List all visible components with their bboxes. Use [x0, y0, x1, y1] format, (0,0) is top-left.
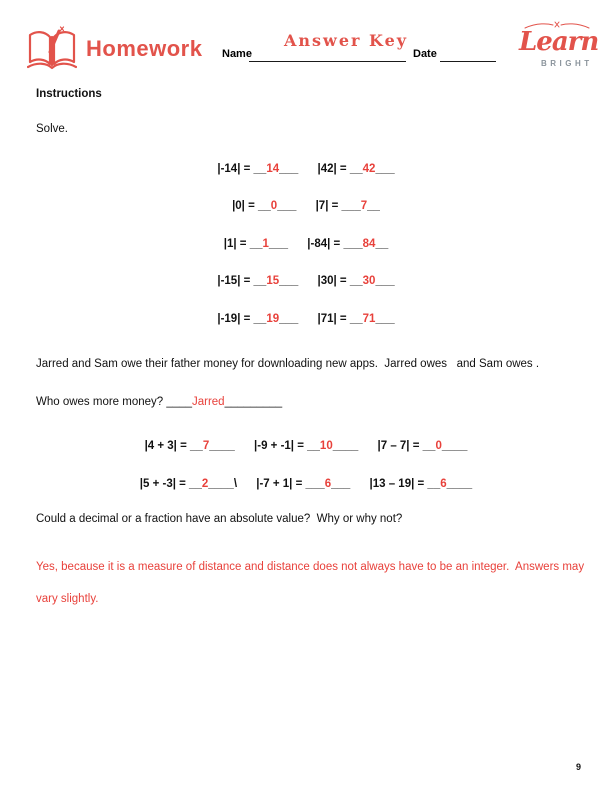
problem-row [0, 476, 612, 492]
expression-text: |-84| = [307, 237, 344, 250]
abs-value-problem [307, 238, 388, 250]
blank-pre: ___ [305, 478, 325, 490]
blank-pre: __ [253, 275, 267, 288]
answer-text: 19 [266, 312, 280, 325]
blank-post: ___ [277, 200, 297, 213]
blank-post: ___ [279, 163, 299, 175]
blank-post: ___ [331, 478, 351, 490]
abs-value-problem [224, 238, 288, 250]
blank-post: ___ [279, 275, 299, 288]
answer-text: 14 [266, 163, 280, 175]
expression-text: |13 – 19| = [369, 478, 428, 490]
page-number: 9 [575, 762, 581, 772]
word-problem-text: Jarred and Sam owe their father money for downloading new apps. Jarred owes and Sam owes . [36, 358, 540, 370]
blank-pre: ____ [166, 396, 192, 408]
reflection-question: Could a decimal or a fraction have an absolute value? Why or why not? [36, 513, 403, 525]
blank-post: ___ [375, 312, 395, 325]
abs-value-problem [217, 313, 298, 325]
abs-value-problem [140, 478, 237, 490]
abs-value-problem [378, 440, 468, 452]
reflection-answer-line: vary slightly. [36, 592, 99, 605]
expression-text: |-14| = [217, 163, 254, 175]
date-label: Date [413, 48, 437, 60]
abs-value-problem [217, 163, 298, 175]
abs-value-problem [256, 478, 350, 490]
answer-text: 2 [201, 478, 209, 490]
problem-row [0, 438, 612, 454]
expression-text: |-15| = [217, 275, 254, 288]
abs-value-problem [217, 275, 298, 287]
expression-text: |-9 + -1| = [254, 440, 308, 452]
blank-post: ____ [209, 440, 235, 452]
answer-text: 6 [440, 478, 447, 490]
expression-text: |71| = [317, 312, 350, 325]
reflection-answer-line: Yes, because it is a measure of distance and distance does not always have to be an integer. Answers may [36, 561, 585, 573]
learn-logo-text: Learn [519, 27, 599, 57]
blank-pre: __ [253, 163, 267, 175]
blank-post: __ [367, 200, 380, 213]
blank-post: ____ [446, 478, 473, 490]
expression-problem-set [0, 438, 612, 514]
blank-post: __ [375, 237, 389, 250]
blank-pre: __ [349, 275, 363, 288]
blank-post: ___ [279, 312, 299, 325]
blank-pre: __ [349, 312, 363, 325]
expression-text: |-19| = [217, 312, 254, 325]
expression-text: |7 – 7| = [377, 440, 423, 452]
blank-pre: __ [427, 478, 441, 490]
blank-pre: __ [189, 478, 202, 490]
answer-text: 10 [319, 440, 333, 452]
problem-row [0, 273, 612, 289]
homework-logo-text: Homework [86, 36, 203, 61]
expression-text: |1| = [223, 237, 250, 250]
answer-text: 7 [360, 200, 368, 213]
expression-text: |42| = [317, 163, 350, 175]
who-owes-question: Who owes more money? [36, 396, 167, 408]
blank-post: ___ [268, 237, 289, 250]
abs-value-problem [232, 200, 296, 212]
answer-text: 30 [362, 275, 376, 288]
blank-pre: __ [258, 200, 271, 213]
blank-post: ___ [375, 163, 395, 175]
blank-post: ___ [375, 275, 395, 288]
abs-value-problem [145, 440, 235, 452]
expression-text: |30| = [317, 275, 350, 288]
blank-pre: ___ [341, 200, 361, 213]
answer-text: 0 [270, 200, 278, 213]
name-label: Name [222, 48, 252, 60]
answer-text: 0 [435, 440, 442, 452]
blank-post: ____ [332, 440, 359, 452]
answer-text: 6 [324, 478, 332, 490]
date-blank-line [440, 48, 496, 62]
absolute-value-problem-set [0, 161, 612, 348]
abs-value-problem [318, 275, 395, 287]
answer-text: 7 [202, 440, 210, 452]
answer-key-stamp: Answer Key [284, 31, 409, 50]
who-owes-line [36, 396, 282, 408]
expression-text: |0| = [232, 200, 258, 213]
blank-pre: __ [307, 440, 320, 452]
problem-row [0, 236, 612, 252]
expression-text: |7| = [315, 200, 342, 213]
blank-pre: __ [249, 237, 263, 250]
instructions-heading: Instructions [36, 88, 102, 100]
reflection-answer [36, 552, 584, 615]
blank-pre: ___ [343, 237, 363, 250]
expression-text: |-7 + 1| = [256, 478, 306, 490]
problem-row [0, 311, 612, 327]
blank-post: ____\ [208, 478, 238, 490]
abs-value-problem [316, 200, 380, 212]
abs-value-problem [318, 163, 395, 175]
who-owes-answer: Jarred [191, 396, 225, 408]
answer-text: 84 [362, 237, 376, 250]
blank-pre: __ [422, 440, 436, 452]
solve-directive: Solve. [36, 123, 68, 135]
abs-value-problem [318, 313, 395, 325]
name-blank-line [249, 48, 406, 62]
blank-post: ____ [441, 440, 468, 452]
bright-logo-text: BRIGHT [541, 59, 593, 68]
answer-text: 15 [266, 275, 280, 288]
abs-value-problem [370, 478, 473, 490]
answer-text: 1 [262, 237, 269, 250]
expression-text: |4 + 3| = [144, 440, 191, 452]
blank-pre: __ [253, 312, 267, 325]
expression-text: |5 + -3| = [139, 478, 190, 490]
abs-value-problem [254, 440, 358, 452]
problem-row [0, 198, 612, 214]
blank-pre: __ [190, 440, 203, 452]
blank-pre: __ [349, 163, 363, 175]
problem-row [0, 161, 612, 177]
answer-text: 42 [362, 163, 376, 175]
answer-text: 71 [362, 312, 376, 325]
blank-post: _________ [224, 396, 283, 408]
book-pencil-icon [27, 25, 77, 71]
